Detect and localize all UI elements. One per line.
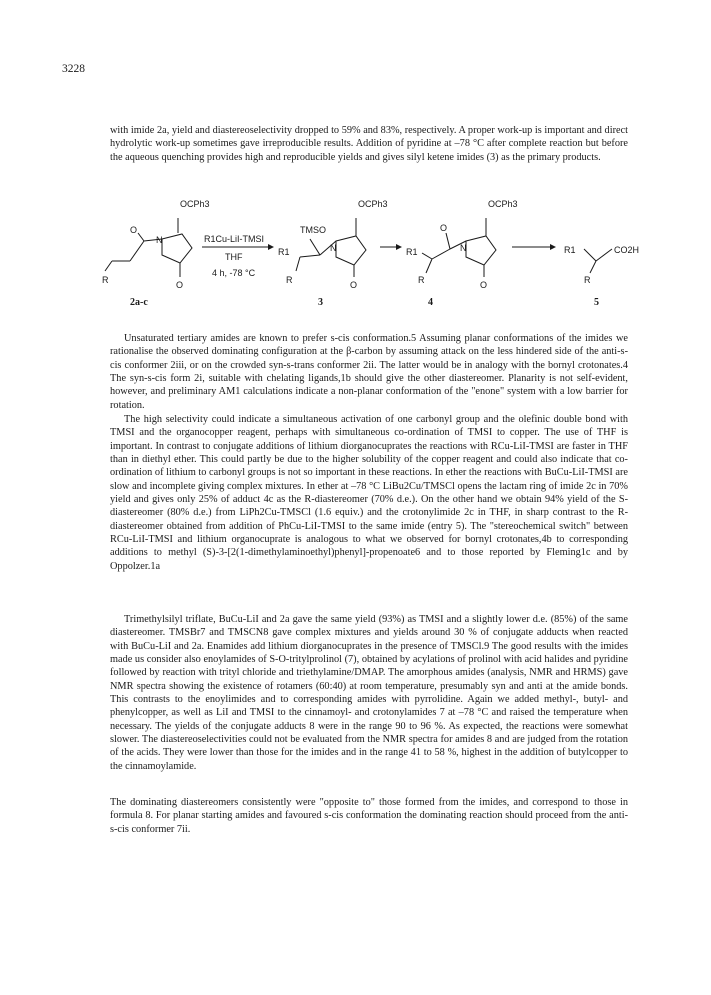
oxygen-label: O [480,280,488,290]
paragraph-intro: with imide 2a, yield and diastereoselectivity dropped to 59% and 83%, respectively. A proper work-up is important and direct hydrolytic work-up sometimes gave irreproducible results. Addition of pyridine at –78 °C after complete reaction but before the aqueous quenching provides high and reproducible yields and gives silyl ketene imides (3) as the primary products. [110,125,628,163]
conditions-label: 4 h, -78 °C [212,268,256,278]
r-substituent-label: R [286,275,293,285]
paragraph-conformation: Unsaturated tertiary amides are known to prefer s-cis conformation.5 Assuming planar conformations of the imides we rationalise the observed dominating configuration at the β-carbon by assuming attack on the less hindered side of the anti-s-cis conformer 2iii, or on the crowded syn-s-trans conformer 2ii. The latter would be in analogy with the bornyl crotonates.4 The syn-s-cis form 2i, suitable with chelating ligands,1b should give the other diastereomer. Planarity is not self-evident, however, and preliminary AM1 calculations indicate a non-planar conformation of the "enone" system with a low barrier for rotation. [110,333,628,411]
trityl-ether-label: OCPh3 [488,199,518,209]
r1-substituent-label: R1 [406,247,418,257]
trityl-ether-label: OCPh3 [180,199,210,209]
structure-4 [406,199,518,308]
compound-label-3: 3 [318,297,323,308]
r-substituent-label: R [418,275,425,285]
reagent-label: R1Cu-LiI-TMSI [204,234,265,244]
reaction-scheme [100,193,640,333]
silyl-ether-label: TMSO [300,225,326,235]
structure-3 [278,199,388,308]
trityl-ether-label: OCPh3 [358,199,388,209]
nitrogen-label: N [460,243,467,253]
paragraph-conclusion: The dominating diastereomers consistently were "opposite to" those formed from the imides, and correspond to those in formula 8. For planar starting amides and favoured s-cis conformation the dominating reaction should proceed from the anti-s-cis conformer 7ii. [110,797,628,835]
nitrogen-label: N [330,243,337,253]
r-substituent-label: R [584,275,591,285]
paragraph-selectivity: The high selectivity could indicate a simultaneous activation of one carbonyl group and the olefinic double bond with TMSI and the organocopper reagent, perhaps with simultaneous co-ordination of TMSI to copper. The use of THF is important. In contrast to conjugate additions of lithium diorganocuprates the reactions with RCu-LiI-TMSI are faster in THF than in diethyl ether. This could partly be due to the higher solubility of the copper reagent and could also indicate that co-ordination of lithium to carbonyl groups is not so important in these reactions. In ether the reactions with BuCu-LiI-TMSI are slow and incomplete giving complex mixtures. In ether at –78 °C LiBu2Cu/TMSCl opens the lactam ring of imide 2c in 70% yield and gives only 25% of adduct 4c as the R-diastereomer (70% d.e.). On the other hand we obtain 94% yield of the S-diastereomer (80% d.e.) from LiPh2Cu-TMSCl (1.6 equiv.) and the crotonylimide 2c in THF, in sharp contrast to the R-diastereomer obtained from addition of PhCu-LiI-TMSI to the same imide (entry 5). The "stereochemical switch" between RCu-LiI-TMSI and lithium organocuprate is analogous to what we observed for bornyl crotonates,4b to corresponding additions to methyl (S)-3-[2(1-dimethylaminoethyl)phenyl]-propenoate6 and to those reported by Fleming1c and by Oppolzer.1a [110,414,628,572]
r1-substituent-label: R1 [564,245,576,255]
page-number: 3228 [62,63,85,75]
compound-label-4: 4 [428,297,433,308]
paragraph-triflate: Trimethylsilyl triflate, BuCu-LiI and 2a gave the same yield (93%) as TMSI and a slightly lower d.e. (85%) of the same diastereomer. TMSBr7 and TMSCN8 gave complex mixtures and yields around 30 % of conjugate adducts when reacted with BuCu-LiI and 2a. Enamides add lithium diorganocuprates in the presence of TMSCl.9 The good results with the imides made us consider also enoylamides of S-O-tritylprolinol (7), obtained by acylations of prolinol with acid halides and pyridine followed by reaction with trityl chloride and triethylamine/DMAP. The amorphous amides (analysis, NMR and HRMS) gave NMR spectra showing the existence of rotamers (60:40) at room temperature, presumably syn and anti at the amide bonds. This contrasts to the enoylimides and to corresponding amides with pyrrolidine. Again we added methyl-, butyl- and phenylcopper, as well as LiI and TMSI to the cinnamoyl- and crotonylamides 7 at –78 °C and raised the temperature when necessary. The yields of the conjugate adducts 8 were in the range 90 to 96 %. As expected, the reactions were somewhat slower. The diastereoselectivities could not be evaluated from the NMR spectra for amides 8 and are judged from the rotation of the acids. They were lower than those for the imides and in the range 41 to 58 %, highest in the addition of butylcopper to the cinnamoylamide. [110,614,628,772]
oxygen-label: O [440,223,448,233]
oxygen-label: O [130,225,138,235]
nitrogen-label: N [156,235,163,245]
reaction-arrow-1 [202,234,274,278]
compound-label-5: 5 [594,297,599,308]
structure-5 [564,245,639,308]
reaction-arrow-3 [512,244,556,250]
compound-label-2: 2a-c [130,297,148,308]
carboxylic-acid-label: CO2H [614,245,640,255]
structure-2 [102,199,210,308]
solvent-label: THF [225,252,243,262]
r-substituent-label: R [102,275,109,285]
oxygen-label: O [350,280,358,290]
reaction-arrow-2 [380,244,402,250]
r1-substituent-label: R1 [278,247,290,257]
oxygen-label: O [176,280,184,290]
